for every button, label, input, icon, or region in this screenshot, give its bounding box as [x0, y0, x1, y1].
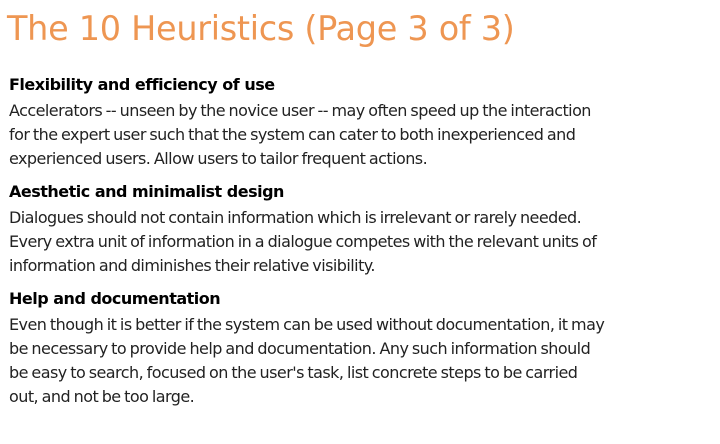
section-body [9, 99, 714, 171]
body-line: Every extra unit of information in a dialogue competes with the relevant units of [9, 232, 597, 251]
body-line: Dialogues should not contain information which is irrelevant or rarely needed. [9, 208, 582, 227]
section-heading: Aesthetic and minimalist design [9, 182, 284, 201]
heuristics-list [9, 73, 714, 418]
body-line: Accelerators -- unseen by the novice user -- may often speed up the interaction [9, 101, 591, 120]
section-flexibility-efficiency [9, 73, 714, 171]
body-line: Even though it is better if the system can be used without documentation, it may [9, 315, 605, 334]
section-help-documentation [9, 287, 714, 409]
section-aesthetic-minimalist [9, 180, 714, 278]
section-heading: Flexibility and efficiency of use [9, 75, 275, 94]
body-line: experienced users. Allow users to tailor frequent actions. [9, 149, 428, 168]
section-heading: Help and documentation [9, 289, 221, 308]
body-line: information and diminishes their relative visibility. [9, 256, 375, 275]
section-body [9, 313, 714, 409]
body-line: out, and not be too large. [9, 387, 195, 406]
body-line: be easy to search, focused on the user's task, list concrete steps to be carried [9, 363, 578, 382]
section-body [9, 206, 714, 278]
page-title: The 10 Heuristics (Page 3 of 3) [7, 9, 515, 48]
body-line: for the expert user such that the system can cater to both inexperienced and [9, 125, 576, 144]
body-line: be necessary to provide help and documentation. Any such information should [9, 339, 591, 358]
